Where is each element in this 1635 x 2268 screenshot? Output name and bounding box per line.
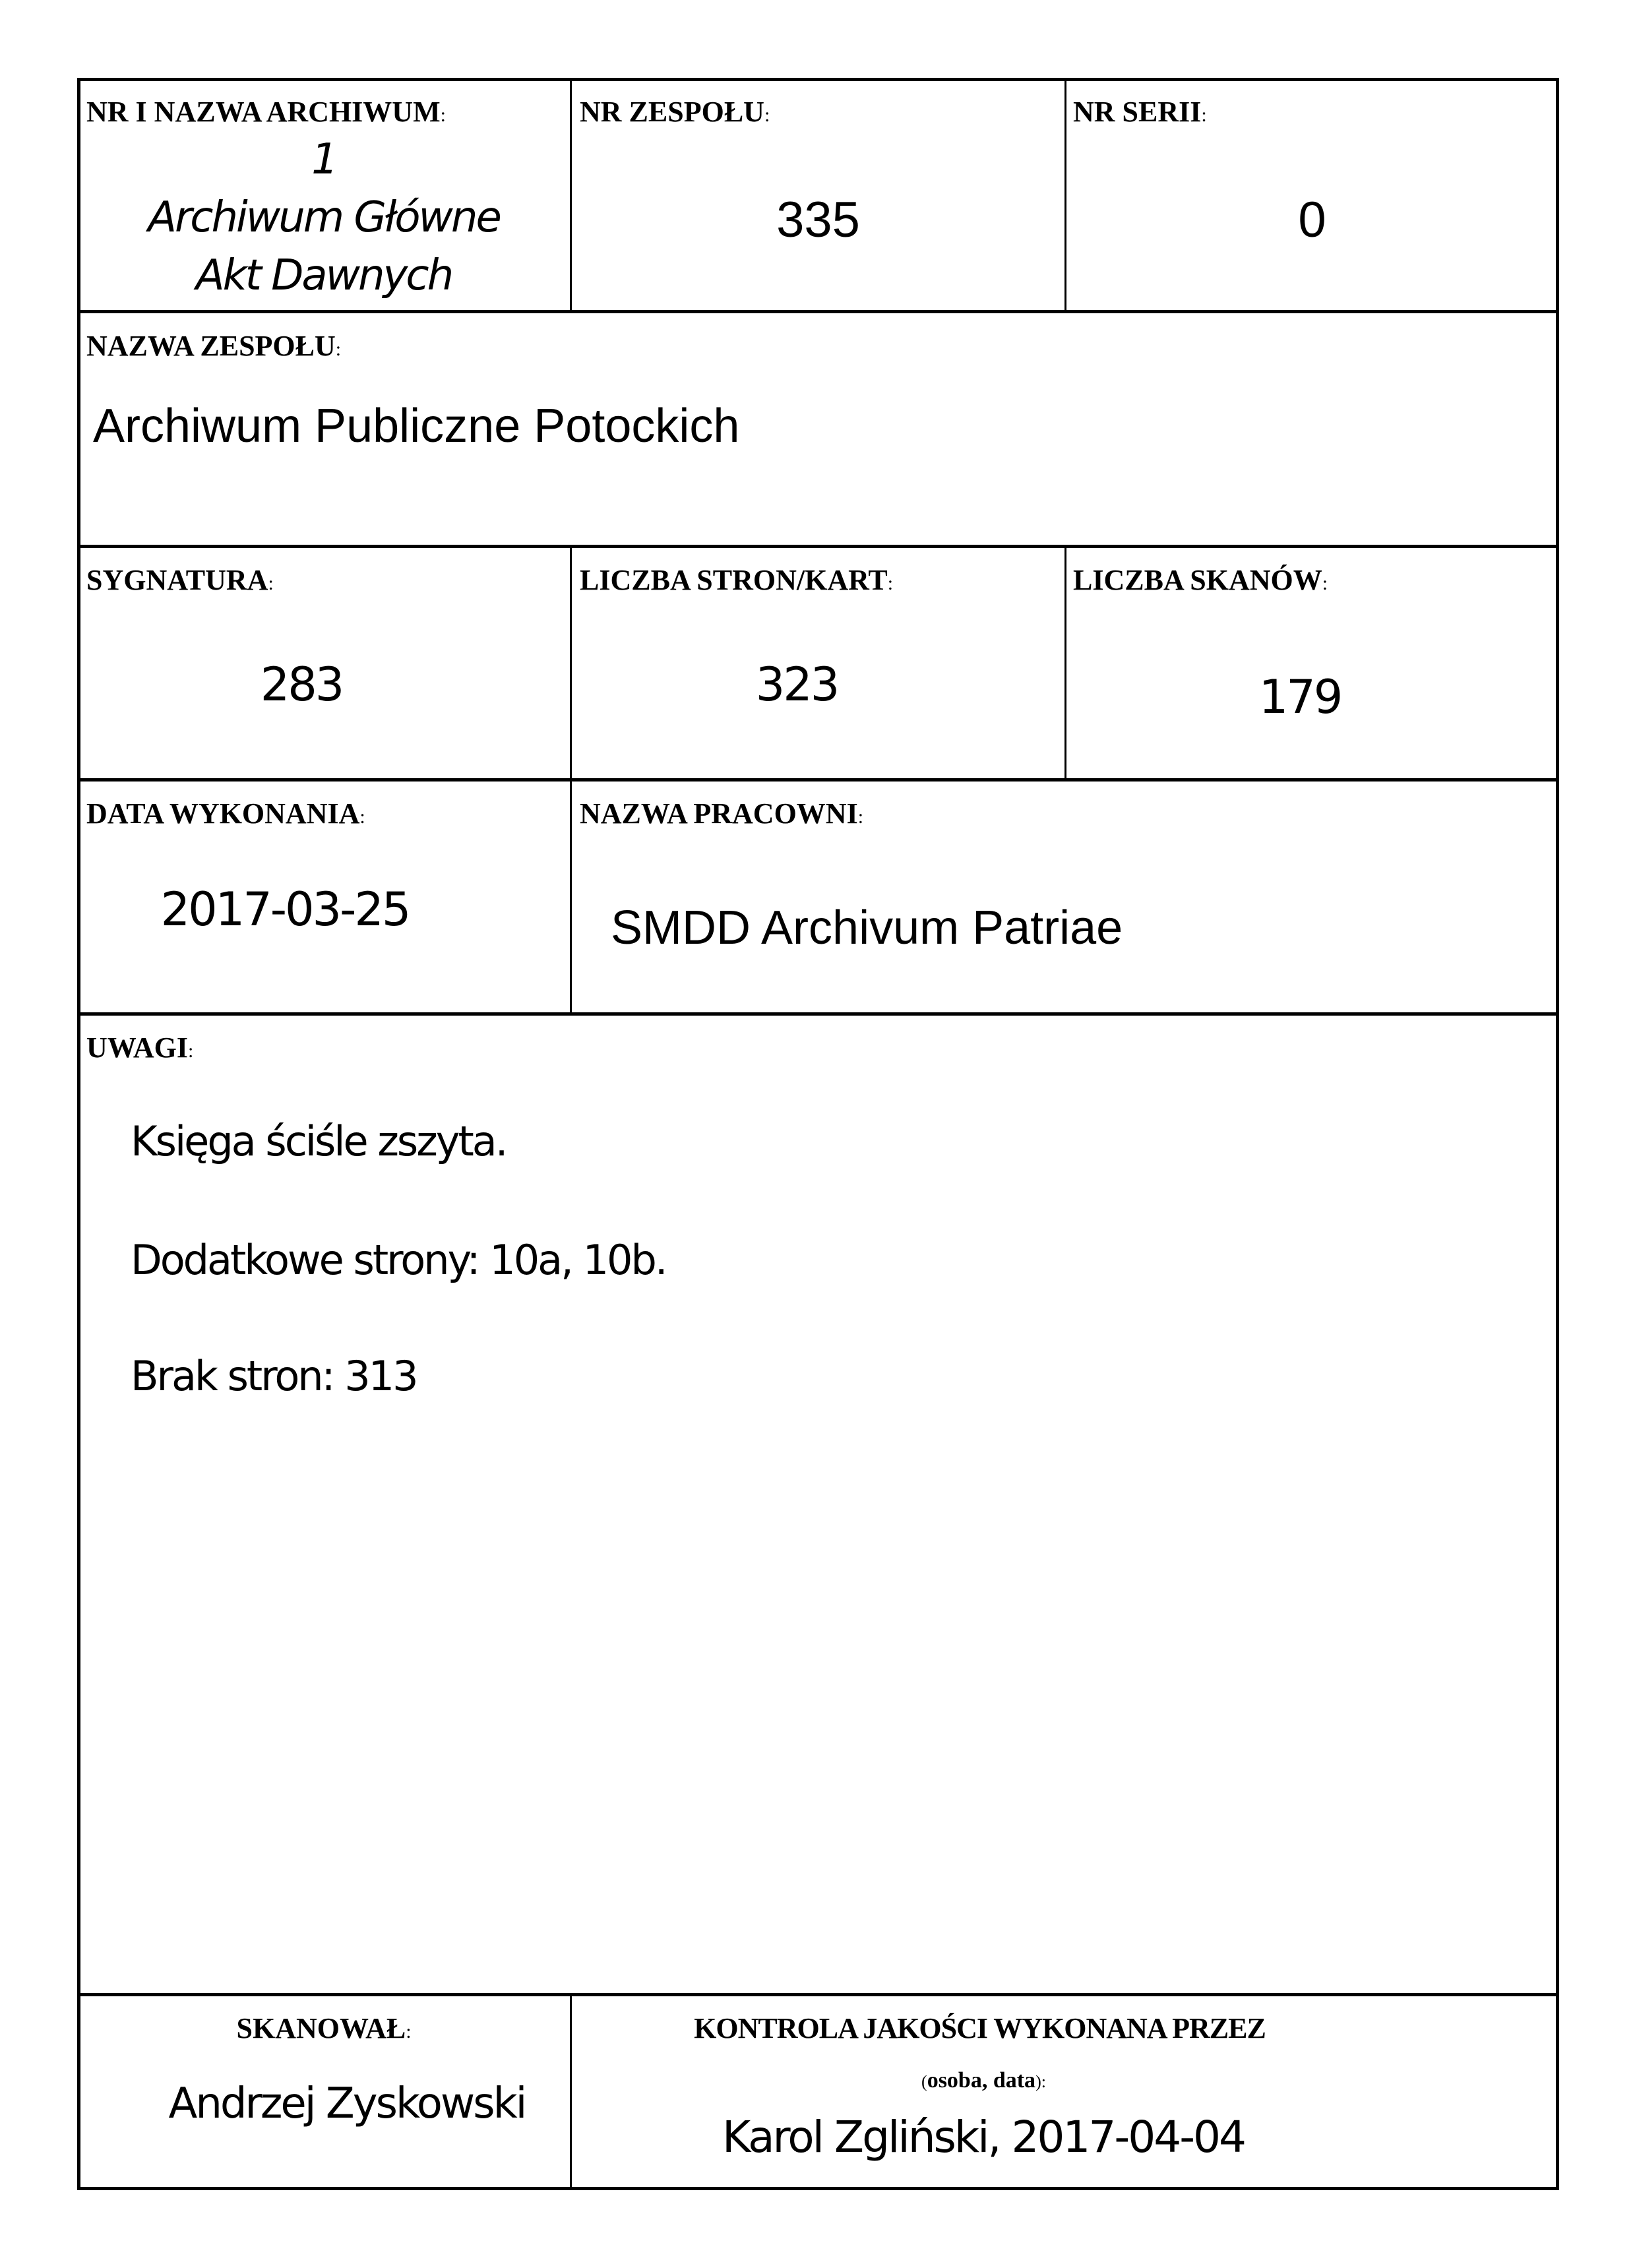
quality-control-sublabel: (osoba, data): (921, 2068, 1046, 2093)
page-count-value: 323 (755, 658, 838, 712)
fonds-number-label: NR ZESPOŁU: (580, 96, 770, 128)
scanned-by-value: Andrzej Zyskowski (168, 2079, 526, 2128)
row-divider (77, 310, 1559, 313)
notes-line: Dodatkowe strony: 10a, 10b. (131, 1236, 666, 1284)
execution-date-label: DATA WYKONANIA: (86, 797, 365, 830)
series-number-label: NR SERII: (1073, 96, 1207, 128)
archive-number: 1 (311, 135, 336, 184)
archive-name-line2: Akt Dawnych (195, 251, 452, 300)
row-divider (77, 1993, 1559, 1996)
series-number-value: 0 (1298, 192, 1326, 248)
fonds-name-label: NAZWA ZESPOŁU: (86, 330, 342, 362)
column-divider (1064, 545, 1066, 780)
quality-control-label: KONTROLA JAKOŚCI WYKONANA PRZEZ (694, 2012, 1266, 2044)
archive-label: NR I NAZWA ARCHIWUM: (86, 96, 446, 128)
quality-control-value: Karol Zgliński, 2017-04-04 (722, 2112, 1245, 2162)
row-divider (77, 1012, 1559, 1016)
notes-line: Brak stron: 313 (131, 1352, 417, 1400)
scan-count-label: LICZBA SKANÓW: (1073, 564, 1328, 596)
workshop-name-label: NAZWA PRACOWNI: (580, 797, 864, 830)
workshop-name-value: SMDD Archivum Patriae (611, 902, 1123, 954)
execution-date-value: 2017-03-25 (160, 882, 410, 936)
signature-value: 283 (260, 658, 343, 712)
signature-label: SYGNATURA: (86, 564, 274, 596)
fonds-number-value: 335 (776, 192, 860, 248)
page-count-label: LICZBA STRON/KART: (580, 564, 894, 596)
archive-name-line1: Archiwum Główne (148, 193, 500, 242)
scan-count-value: 179 (1258, 670, 1342, 724)
row-divider (77, 778, 1559, 782)
notes-line: Księga ściśle zszyta. (131, 1117, 507, 1165)
notes-label: UWAGI: (86, 1031, 194, 1064)
row-divider (77, 545, 1559, 548)
fonds-name-value: Archiwum Publiczne Potockich (93, 400, 740, 452)
scanned-by-label: SKANOWAŁ: (236, 2012, 412, 2044)
column-divider (570, 778, 572, 1014)
